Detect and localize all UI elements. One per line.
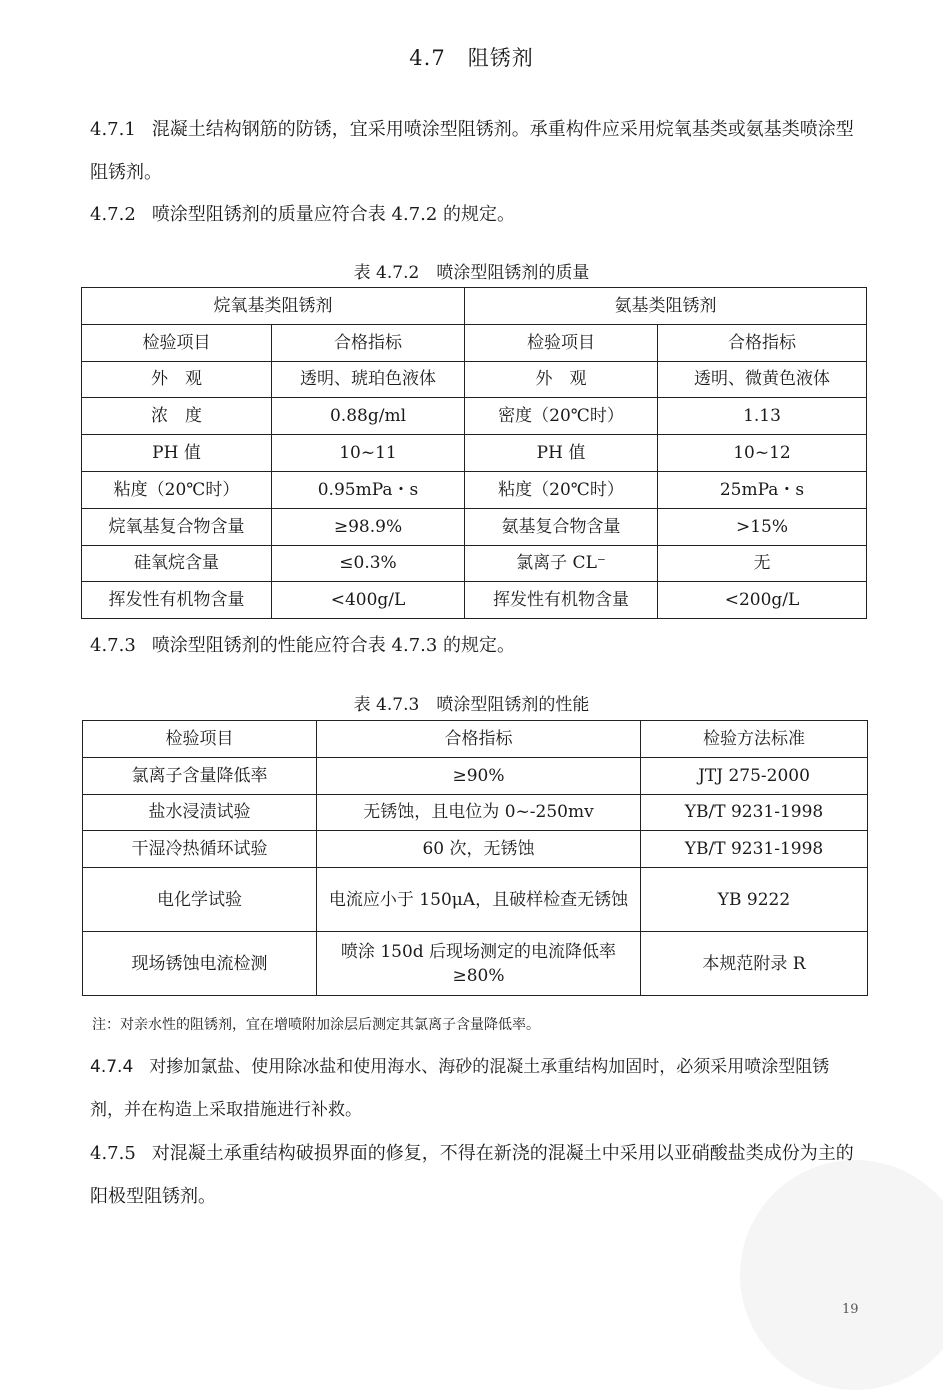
table-group-row	[82, 288, 867, 325]
table-cell: 粘度（20℃时）	[82, 471, 272, 508]
header-cell: 检验项目	[465, 324, 658, 361]
clause-4-7-5	[90, 1132, 860, 1218]
clause-4-7-1	[90, 108, 860, 194]
table-cell: >15%	[658, 508, 867, 545]
table-4-7-3	[82, 720, 868, 996]
table-cell: 外 观	[82, 361, 272, 398]
table-4-7-2-caption: 表 4.7.2 喷涂型阻锈剂的质量	[353, 263, 590, 283]
table-cell: 0.95mPa・s	[272, 471, 465, 508]
page-number: 19	[842, 1302, 859, 1317]
section-heading	[0, 42, 943, 72]
clause-text: 对掺加氯盐、使用除冰盐和使用海水、海砂的混凝土承重结构加固时，必须采用喷涂型阻锈剂，并在构造上采取措施进行补救。	[90, 1057, 830, 1120]
table-cell: 氨基复合物含量	[465, 508, 658, 545]
table-cell: 烷氧基复合物含量	[82, 508, 272, 545]
group-header-alkoxy: 烷氧基类阻锈剂	[82, 288, 465, 325]
table-cell: PH 值	[82, 435, 272, 472]
clause-4-7-3	[90, 626, 515, 666]
clause-number: 4.7.5	[90, 1143, 136, 1164]
header-cell: 合格指标	[658, 324, 867, 361]
table-row	[83, 831, 868, 868]
table-cell: 浓 度	[82, 398, 272, 435]
clause-number: 4.7.2	[90, 204, 136, 225]
table-header-row	[82, 324, 867, 361]
table-cell: 硅氧烷含量	[82, 545, 272, 582]
table-row	[83, 868, 868, 932]
table-cell: 10~12	[658, 435, 867, 472]
clause-number: 4.7.4	[90, 1057, 134, 1077]
header-cell: 合格指标	[272, 324, 465, 361]
table-cell: 无	[658, 545, 867, 582]
header-cell: 合格指标	[317, 721, 641, 758]
table-cell: 60 次，无锈蚀	[317, 831, 641, 868]
table-cell: YB 9222	[641, 868, 868, 932]
clause-number: 4.7.1	[90, 119, 136, 140]
table-cell: 电化学试验	[83, 868, 317, 932]
table-row	[83, 932, 868, 996]
table-row	[82, 361, 867, 398]
table-cell: 氯离子 CL⁻	[465, 545, 658, 582]
table-cell: 密度（20℃时）	[465, 398, 658, 435]
clause-4-7-4	[90, 1046, 860, 1132]
table-cell: PH 值	[465, 435, 658, 472]
table-cell: 透明、微黄色液体	[658, 361, 867, 398]
table-cell: 盐水浸渍试验	[83, 794, 317, 831]
table-cell: 干湿冷热循环试验	[83, 831, 317, 868]
table-row	[82, 545, 867, 582]
table-cell: ≤0.3%	[272, 545, 465, 582]
table-header-row	[83, 721, 868, 758]
clause-number: 4.7.3	[90, 635, 136, 656]
table-cell: <200g/L	[658, 582, 867, 619]
table-row	[83, 757, 868, 794]
table-note: 注：对亲水性的阻锈剂，宜在增喷附加涂层后测定其氯离子含量降低率。	[92, 1017, 540, 1033]
header-cell: 检验项目	[83, 721, 317, 758]
table-cell: 25mPa・s	[658, 471, 867, 508]
section-number: 4.7	[409, 46, 446, 70]
table-row	[82, 435, 867, 472]
table-cell: JTJ 275-2000	[641, 757, 868, 794]
table-cell: 1.13	[658, 398, 867, 435]
table-cell: 0.88g/ml	[272, 398, 465, 435]
table-cell: 外 观	[465, 361, 658, 398]
table-4-7-2	[81, 287, 867, 619]
table-row	[82, 398, 867, 435]
table-row	[82, 582, 867, 619]
table-cell: <400g/L	[272, 582, 465, 619]
section-title: 阻锈剂	[467, 46, 534, 70]
table-cell: 无锈蚀，且电位为 0~-250mv	[317, 794, 641, 831]
table-cell: 本规范附录 R	[641, 932, 868, 996]
table-row	[82, 508, 867, 545]
table-cell: 透明、琥珀色液体	[272, 361, 465, 398]
table-cell: 喷涂 150d 后现场测定的电流降低率≥80%	[317, 932, 641, 996]
clause-4-7-2	[90, 193, 860, 236]
table-4-7-3-caption: 表 4.7.3 喷涂型阻锈剂的性能	[353, 695, 590, 715]
table-cell: 现场锈蚀电流检测	[83, 932, 317, 996]
table-cell: 挥发性有机物含量	[82, 582, 272, 619]
table-cell: ≥98.9%	[272, 508, 465, 545]
table-cell: ≥90%	[317, 757, 641, 794]
table-row	[82, 471, 867, 508]
table-cell: 粘度（20℃时）	[465, 471, 658, 508]
clause-text: 喷涂型阻锈剂的质量应符合表 4.7.2 的规定。	[151, 204, 516, 225]
table-row	[83, 794, 868, 831]
group-header-amino: 氨基类阻锈剂	[465, 288, 867, 325]
header-cell: 检验项目	[82, 324, 272, 361]
clause-text: 对混凝土承重结构破损界面的修复，不得在新浇的混凝土中采用以亚硝酸盐类成份为主的阳极型阻锈剂。	[90, 1143, 854, 1207]
table-cell: 挥发性有机物含量	[465, 582, 658, 619]
table-cell: YB/T 9231-1998	[641, 831, 868, 868]
header-cell: 检验方法标准	[641, 721, 868, 758]
clause-text: 喷涂型阻锈剂的性能应符合表 4.7.3 的规定。	[151, 635, 516, 656]
table-cell: 氯离子含量降低率	[83, 757, 317, 794]
table-cell: YB/T 9231-1998	[641, 794, 868, 831]
table-cell: 10~11	[272, 435, 465, 472]
clause-text: 混凝土结构钢筋的防锈，宜采用喷涂型阻锈剂。承重构件应采用烷氧基类或氨基类喷涂型阻锈剂。	[90, 119, 854, 183]
table-cell: 电流应小于 150μA，且破样检查无锈蚀	[317, 868, 641, 932]
